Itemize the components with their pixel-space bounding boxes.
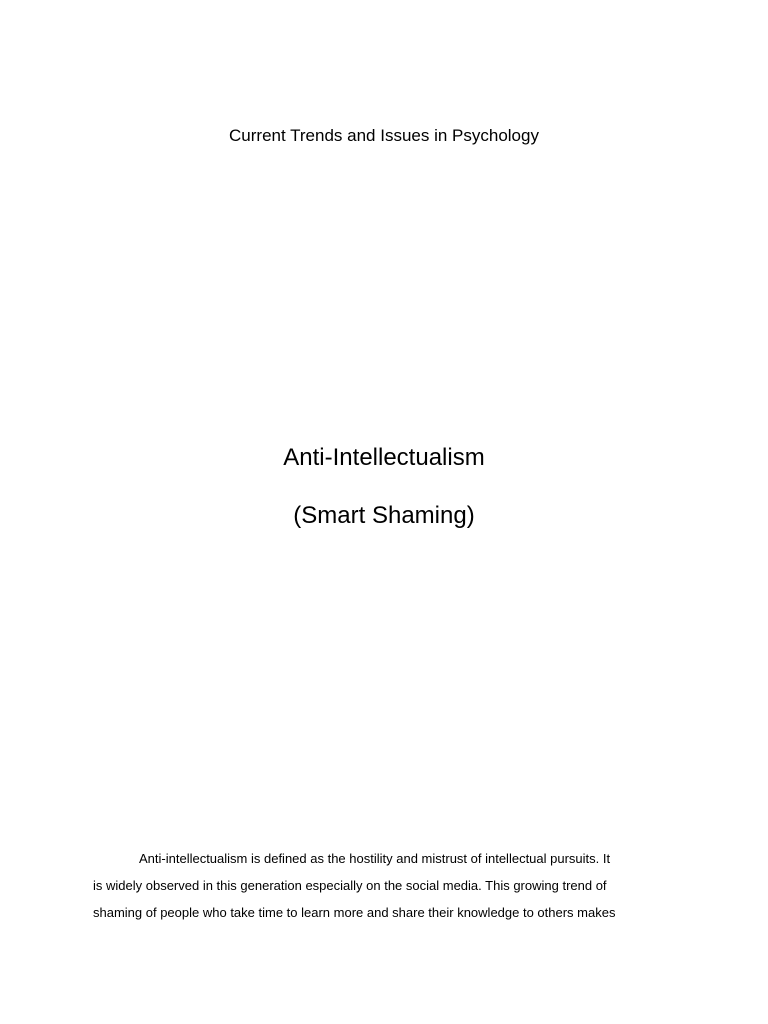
paper-subtitle: (Smart Shaming): [293, 502, 475, 529]
body-line: Anti-intellectualism is defined as the hostility and mistrust of intellectual pursuits. It: [139, 851, 611, 866]
body-line: shaming of people who take time to learn more and share their knowledge to others makes: [93, 905, 616, 920]
course-title: Current Trends and Issues in Psychology: [229, 126, 539, 145]
body-paragraph: [93, 845, 693, 926]
body-line: is widely observed in this generation especially on the social media. This growing trend of: [93, 878, 607, 893]
paper-title: Anti-Intellectualism: [283, 444, 485, 471]
